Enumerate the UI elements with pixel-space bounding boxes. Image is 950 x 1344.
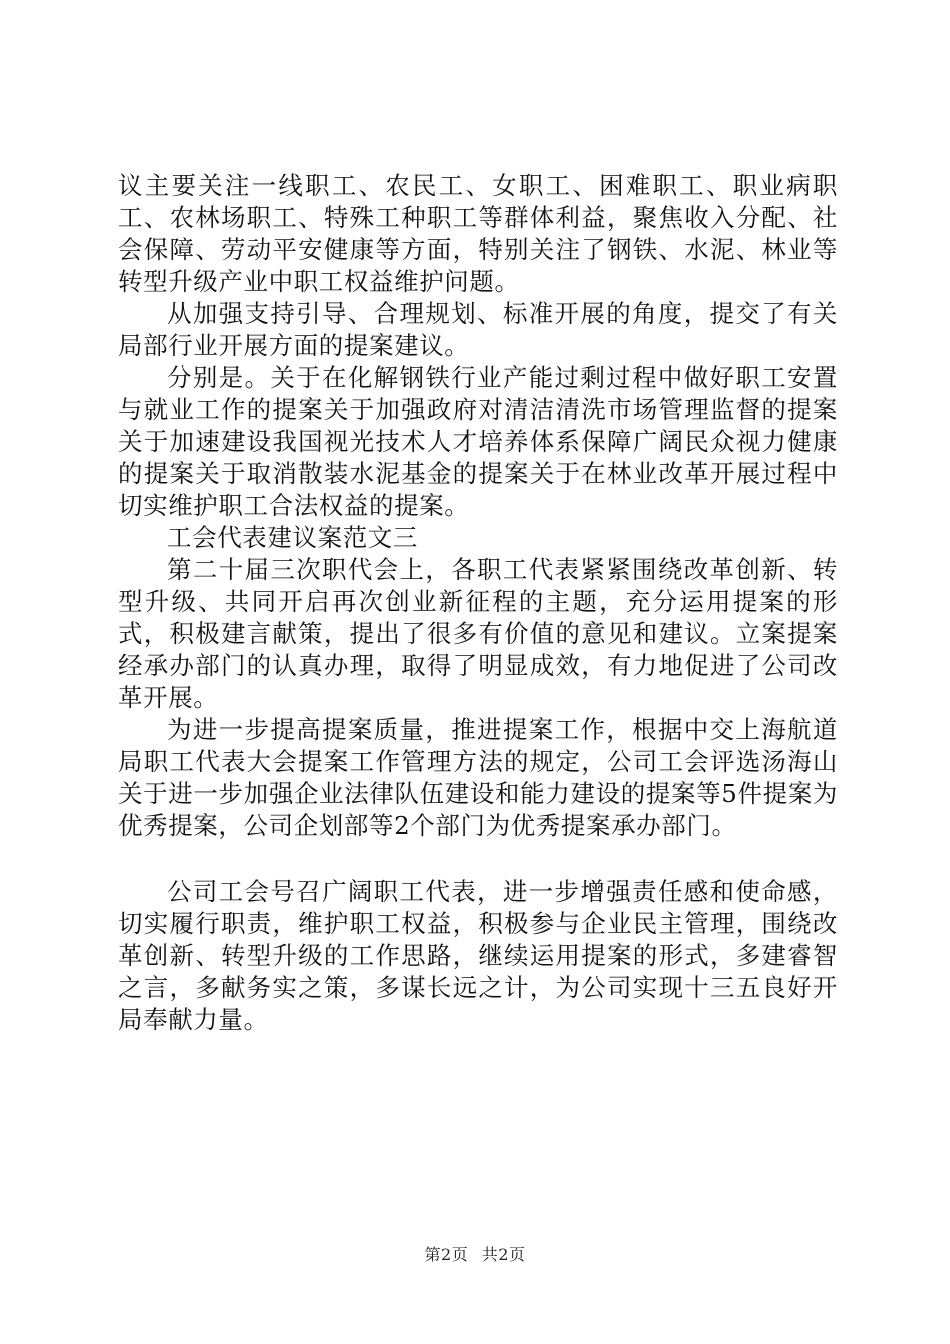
page-number-total: 共2页 [481, 1245, 526, 1264]
paragraph-gap [118, 842, 838, 876]
paragraph-excellent-proposals: 为进一步提高提案质量，推进提案工作，根据中交上海航道局职工代表大会提案工作管理方法的规定，公司工会评选汤海山关于进一步加强企业法律队伍建设和能力建设的提案等5件提案为优秀提案，公司企划部等2个部门为优秀提案承办部门。 [118, 715, 838, 840]
page-footer [0, 1242, 950, 1265]
page-number-current: 第2页 [424, 1245, 469, 1264]
paragraph-proposal-list: 分别是。关于在化解钢铁行业产能过剩过程中做好职工安置与就业工作的提案关于加强政府对清洁清洗市场管理监督的提案关于加速建设我国视光技术人才培养体系保障广阔民众视力健康的提案关于取消散装水泥基金的提案关于在林业改革开展过程中切实维护职工合法权益的提案。 [118, 363, 838, 520]
paragraph-continuation: 议主要关注一线职工、农民工、女职工、困难职工、职业病职工、农林场职工、特殊工种职工等群体利益，聚焦收入分配、社会保障、劳动平安健康等方面，特别关注了钢铁、水泥、林业等转型升级产业中职工权益维护问题。 [118, 171, 838, 296]
paragraph-congress: 第二十届三次职代会上，各职工代表紧紧围绕改革创新、转型升级、共同开启再次创业新征程的主题，充分运用提案的形式，积极建言献策，提出了很多有价值的意见和建议。立案提案经承办部门的认真办理，取得了明显成效，有力地促进了公司改革开展。 [118, 555, 838, 712]
paragraph-call-to-action: 公司工会号召广阔职工代表，进一步增强责任感和使命感，切实履行职责，维护职工权益，积极参与企业民主管理，围绕改革创新、转型升级的工作思路，继续运用提案的形式，多建睿智之言，多献务实之策，多谋长远之计，为公司实现十三五良好开局奉献力量。 [118, 877, 838, 1034]
paragraph-proposal-direction: 从加强支持引导、合理规划、标准开展的角度，提交了有关局部行业开展方面的提案建议。 [118, 299, 838, 360]
section-heading: 工会代表建议案范文三 [167, 523, 418, 552]
document-body [118, 170, 838, 1036]
